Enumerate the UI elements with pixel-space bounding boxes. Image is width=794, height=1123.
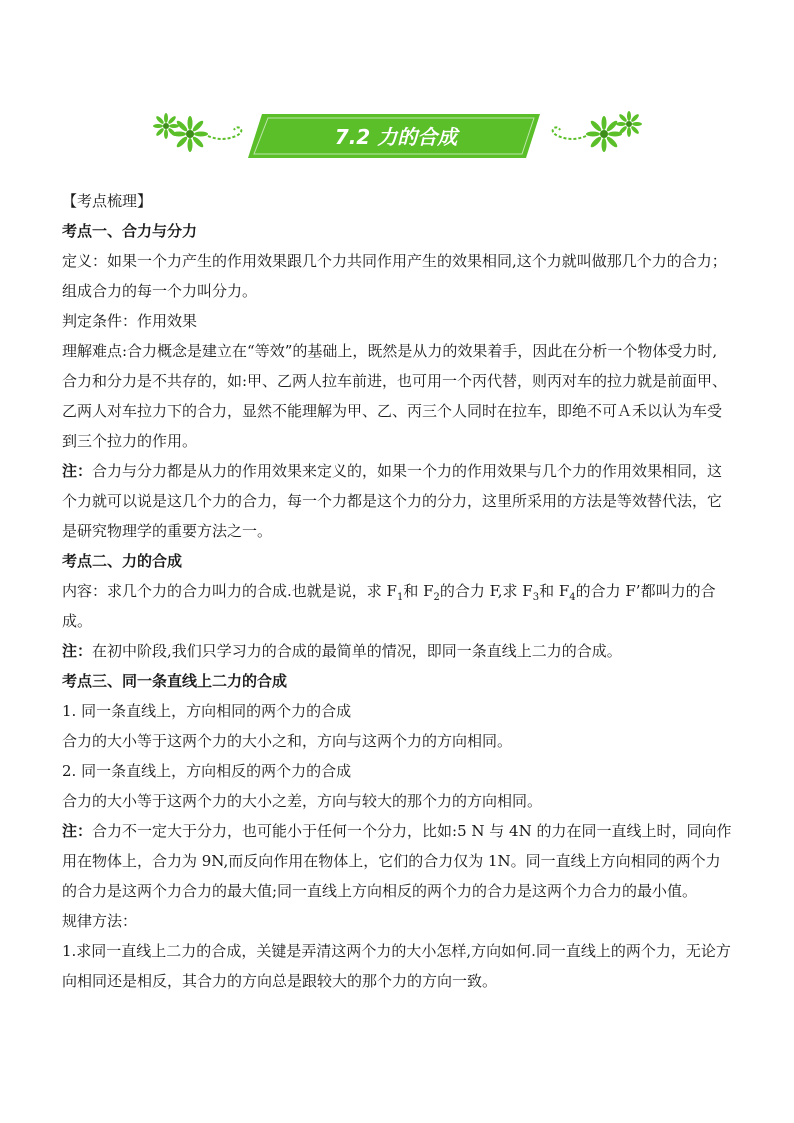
kp2-heading: 考点二、力的合成 — [62, 552, 183, 570]
kp2-content-e: 的合力 F’都叫力的合成。 — [62, 582, 716, 630]
note-label: 注： — [62, 822, 93, 840]
subscript-1: 1 — [396, 592, 404, 603]
swirl-right — [553, 127, 586, 139]
page-title: 7.2 力的合成 — [334, 125, 458, 149]
kp1-note-text: 合力与分力都是从力的作用效果来定义的，如果一个力的作用效果与几个力的作用效果相同，这个力就可以说是这几个力的合力，每一个力都是这个力的分力，这里所采用的方法是等效替代法，它是研究物理学的重要方法之一。 — [62, 462, 723, 540]
kp3-method-label: 规律方法： — [62, 912, 138, 930]
flower-icon-left-2 — [172, 116, 208, 152]
note-label: 注： — [62, 642, 93, 660]
flower-icon-right-1 — [586, 116, 622, 152]
kp2-content-d: 和 F — [539, 582, 570, 600]
kp3-item1-text: 合力的大小等于这两个力的大小之和，方向与这两个力的方向相同。 — [62, 732, 513, 750]
swirl-left — [208, 127, 241, 139]
subscript-4: 4 — [569, 592, 576, 603]
kp2-note — [62, 636, 732, 666]
kp3-item2: 2. 同一条直线上，方向相反的两个力的合成 — [62, 762, 352, 780]
document-body — [62, 186, 732, 996]
subscript-2: 2 — [433, 592, 440, 603]
kp2-content — [62, 576, 732, 636]
kp1-criterion: 判定条件：作用效果 — [62, 312, 198, 330]
kp3-item1: 1. 同一条直线上，方向相同的两个力的合成 — [62, 702, 352, 720]
kp3-method1: 1.求同一直线上二力的合成，关键是弄清这两个力的大小怎样,方向如何.同一直线上的两个力，无论方向相同还是相反，其合力的方向总是跟较大的那个力的方向一致。 — [62, 942, 731, 990]
kp3-heading: 考点三、同一条直线上二力的合成 — [62, 672, 288, 690]
kp1-note — [62, 456, 732, 546]
kp3-item2-text: 合力的大小等于这两个力的大小之差，方向与较大的那个力的方向相同。 — [62, 792, 543, 810]
kp2-content-a: 内容：求几个力的合力叫力的合成.也就是说，求 F — [62, 582, 397, 600]
kp2-note-text: 在初中阶段,我们只学习力的合成的最简单的情况，即同一条直线上二力的合成。 — [92, 642, 622, 660]
title-banner — [152, 106, 642, 166]
kp3-note — [62, 816, 732, 906]
kp2-content-b: 和 F — [403, 582, 434, 600]
kp2-content-c: 的合力 F,求 F — [439, 582, 533, 600]
flower-icon-right-2 — [616, 111, 642, 137]
kp1-difficulty: 理解难点:合力概念是建立在“等效”的基础上，既然是从力的效果着手，因此在分析一个物体受力时,合力和分力是不共存的，如:甲、乙两人拉车前进，也可用一个丙代替，则丙对车的拉力就是前面甲、乙两人对车拉力下的合力，显然不能理解为甲、乙、丙三个人同时在拉车，即绝不可Ａ禾以认为车受到三个拉力的作用。 — [62, 342, 728, 450]
kp1-heading: 考点一、合力与分力 — [62, 222, 198, 240]
subscript-3: 3 — [532, 592, 540, 603]
note-label: 注： — [62, 462, 93, 480]
kp1-definition: 定义：如果一个力产生的作用效果跟几个力共同作用产生的效果相同,这个力就叫做那几个力的合力；组成合力的每一个力叫分力。 — [62, 252, 727, 300]
kp3-note-text: 合力不一定大于分力，也可能小于任何一个分力，比如:5 N 与 4N 的力在同一直线上时，同向作用在物体上，合力为 9N,而反向作用在物体上，它们的合力仅为 1N。同一直线上方向相同的两个力的合力是这两个力合力的最大值;同一直线上方向相反的两个力的合力是这两个力合力的最小值。 — [62, 822, 732, 900]
section-header: 【考点梳理】 — [62, 192, 153, 210]
banner-graphic — [152, 106, 642, 166]
